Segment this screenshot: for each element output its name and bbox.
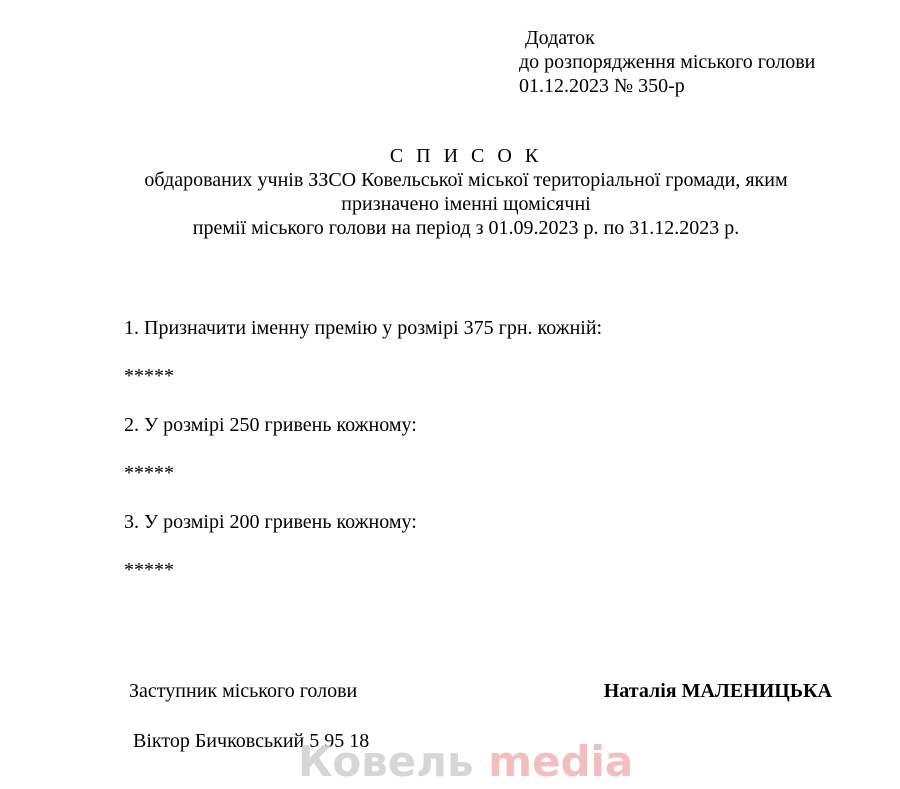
appendix-date-number: 01.12.2023 № 350-р [519,75,685,97]
contact-line: Віктор Бичковський 5 95 18 [133,730,370,752]
title-line-3: премії міського голови на період з 01.09.2023 р. по 31.12.2023 р. [192,217,740,239]
signer-position: Заступник міського голови [129,680,358,702]
title-line-1: обдарованих учнів ЗЗСО Ковельської міської територіальної громади, яким [144,169,788,191]
appendix-reference: до розпорядження міського голови [519,51,816,73]
list-item-names: ***** [124,462,174,484]
appendix-title: Додаток [525,27,595,49]
signer-name: Наталія МАЛЕНИЦЬКА [603,680,832,702]
list-item-names: ***** [124,559,174,581]
watermark-logo [298,736,633,788]
document-title-block [0,144,900,240]
list-item-label: 2. У розмірі 250 гривень кожному: [124,414,417,436]
title-line-2: призначено іменні щомісячні [341,193,591,215]
list-item-names: ***** [124,365,174,387]
appendix-header [519,26,815,98]
list-item-label: 1. Призначити іменну премію у розмірі 375 грн. кожній: [124,317,603,339]
watermark-part-2: media [488,737,634,786]
document-heading: С П И С О К [389,145,543,167]
watermark-part-1: Ковель [298,737,474,786]
list-item-label: 3. У розмірі 200 гривень кожному: [124,511,417,533]
